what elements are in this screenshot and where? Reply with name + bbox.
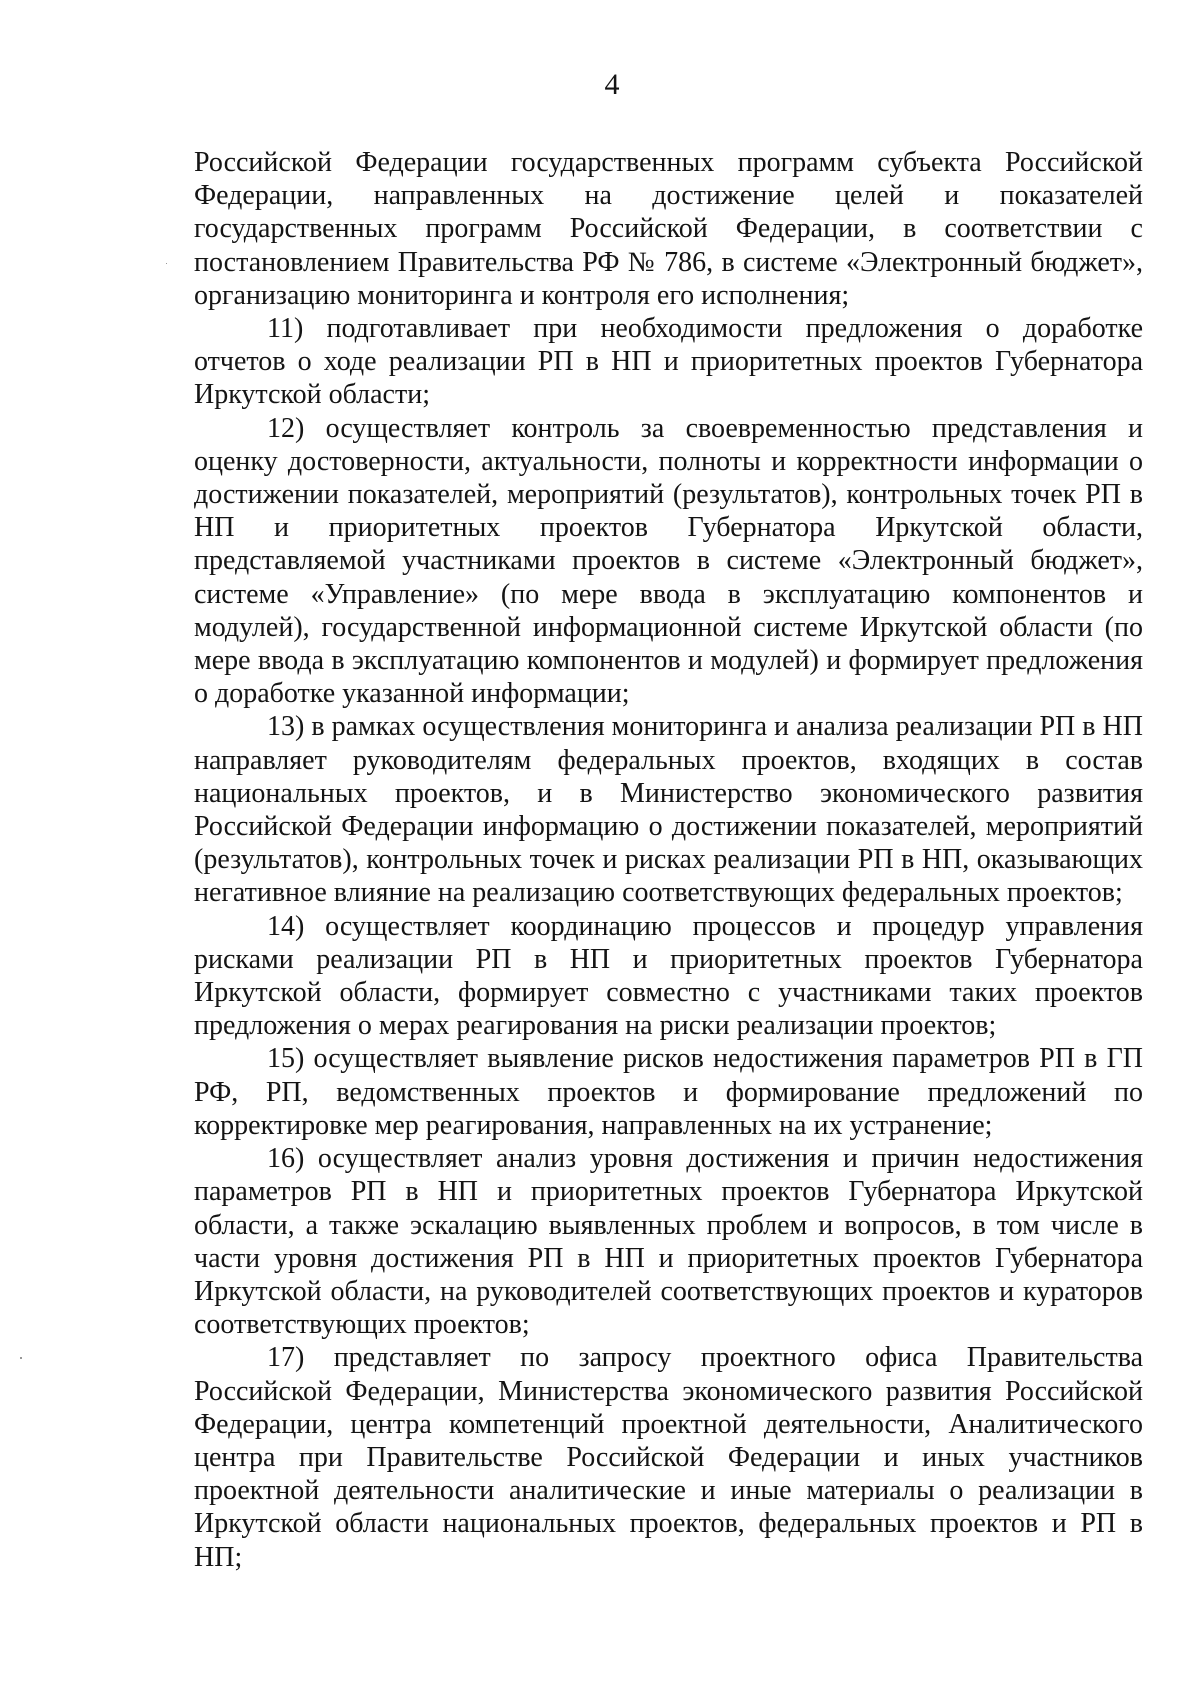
list-item-16: 16) осуществляет анализ уровня достижения и причин недостижения параметров РП в НП и приоритетных проектов Губернатора Иркутской области, а также эскалацию выявленных проблем и вопросов, в том числе в части уровня достижения РП в НП и приоритетных проектов Губернатора Иркутской области, на руководителей соответствующих проектов и кураторов соответствующих проектов; bbox=[194, 1143, 1143, 1341]
list-item-15: 15) осуществляет выявление рисков недостижения параметров РП в ГП РФ, РП, ведомственных проектов и формирование предложений по корректировке мер реагирования, направленных на их устранение; bbox=[194, 1043, 1143, 1141]
list-item-17: 17) представляет по запросу проектного офиса Правительства Российской Федерации, Министерства экономического развития Российской Федерации, центра компетенций проектной деятельности, Аналитического центра при Правительстве Российской Федерации и иных участников проектной деятельности аналитические и иные материалы о реализации в Иркутской области национальных проектов, федеральных проектов и РП в НП; bbox=[194, 1342, 1143, 1573]
scan-speck bbox=[166, 263, 167, 264]
page-number: 4 bbox=[604, 68, 620, 101]
list-item-11: 11) подготавливает при необходимости предложения о доработке отчетов о ходе реализации РП в НП и приоритетных проектов Губернатора Иркутской области; bbox=[194, 313, 1143, 411]
scan-speck bbox=[20, 1357, 22, 1359]
list-item-13: 13) в рамках осуществления мониторинга и анализа реализации РП в НП направляет руководителям федеральных проектов, входящих в состав национальных проектов, и в Министерство экономического развития Российской Федерации информацию о достижении показателей, мероприятий (результатов), контрольных точек и рисках реализации РП в НП, оказывающих негативное влияние на реализацию соответствующих федеральных проектов; bbox=[194, 711, 1143, 909]
paragraph-continuation: Российской Федерации государственных программ субъекта Российской Федерации, направленных на достижение целей и показателей государственных программ Российской Федерации, в соответствии с постановлением Правительства РФ № 786, в системе «Электронный бюджет», организацию мониторинга и контроля его исполнения; bbox=[194, 147, 1143, 311]
document-body bbox=[194, 146, 1143, 1574]
list-item-14: 14) осуществляет координацию процессов и процедур управления рисками реализации РП в НП и приоритетных проектов Губернатора Иркутской области, формирует совместно с участниками таких проектов предложения о мерах реагирования на риски реализации проектов; bbox=[194, 910, 1143, 1042]
list-item-12: 12) осуществляет контроль за своевременностью представления и оценку достоверности, актуальности, полноты и корректности информации о достижении показателей, мероприятий (результатов), контрольных точек РП в НП и приоритетных проектов Губернатора Иркутской области, представляемой участниками проектов в системе «Электронный бюджет», системе «Управление» (по мере ввода в эксплуатацию компонентов и модулей), государственной информационной системе Иркутской области (по мере ввода в эксплуатацию компонентов и модулей) и формирует предложения о доработке указанной информации; bbox=[194, 412, 1143, 710]
